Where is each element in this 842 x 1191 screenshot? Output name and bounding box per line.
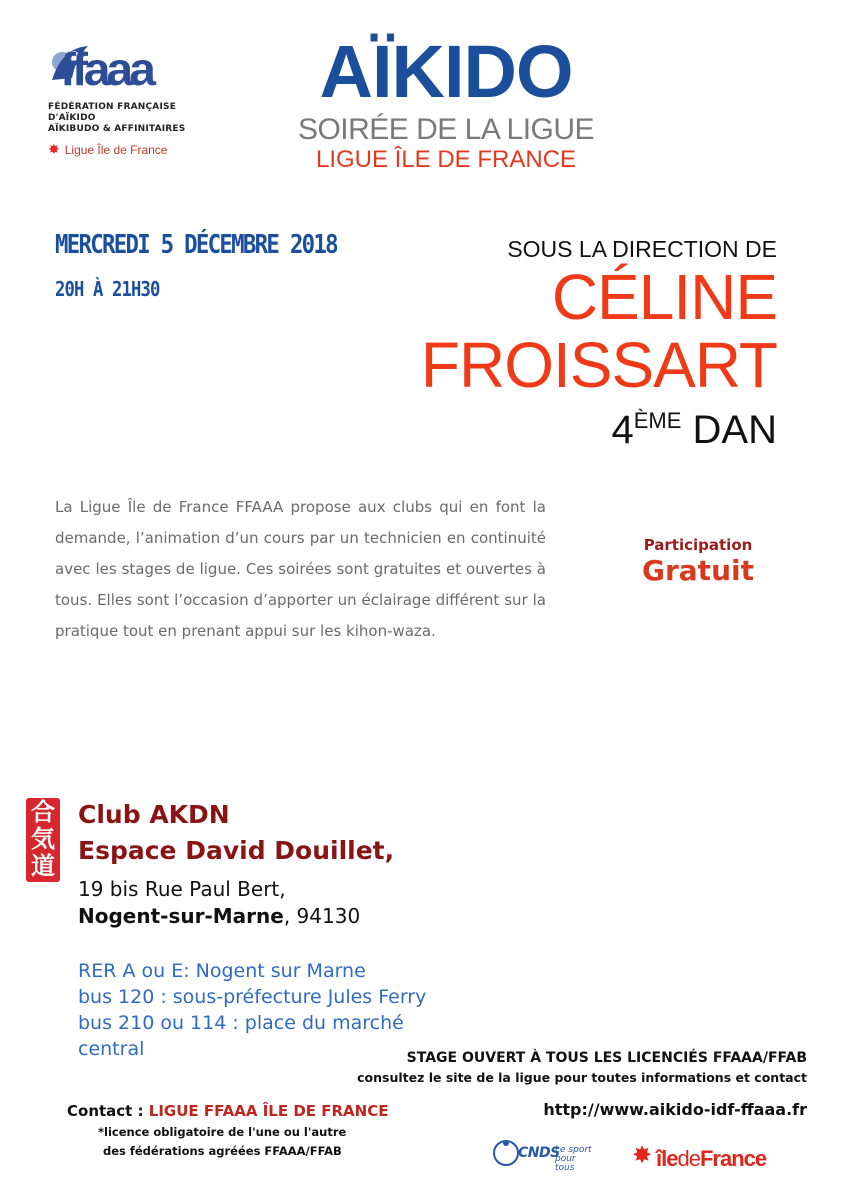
licence-note-2: des fédérations agréées FFAAA/FFAB: [103, 1144, 342, 1158]
venue-city: [78, 903, 360, 929]
participation-label: Participation: [643, 536, 753, 554]
event-date: MERCREDI 5 DÉCEMBRE 2018: [55, 230, 337, 260]
transit-line: RER A ou E: Nogent sur Marne: [78, 960, 366, 982]
event-time: 20H À 21H30: [55, 277, 160, 301]
transit-line: central: [78, 1038, 145, 1060]
open-to-notice: STAGE OUVERT À TOUS LES LICENCIÉS FFAAA/FFAB: [406, 1050, 807, 1066]
venue-name: Espace David Douillet,: [78, 836, 395, 865]
grade-number: 4: [611, 408, 634, 452]
contact-value: LIGUE FFAAA ÎLE DE FRANCE: [148, 1102, 389, 1120]
kanji-char: 気: [31, 825, 55, 853]
aikido-kanji-seal: [26, 798, 60, 882]
star-icon: ✸: [48, 141, 60, 157]
venue-city-name: Nogent-sur-Marne: [78, 904, 284, 928]
idf-logo-part: de: [677, 1146, 700, 1171]
idf-star-icon: ✸: [632, 1141, 653, 1169]
participation-block: [598, 536, 798, 588]
page-subtitle: SOIRÉE DE LA LIGUE: [297, 113, 595, 146]
idf-logo: [656, 1146, 766, 1172]
teacher-last-name: FROISSART: [420, 329, 777, 401]
teacher-grade: [611, 398, 777, 453]
website-link[interactable]: http://www.aikido-idf-ffaaa.fr: [543, 1100, 807, 1119]
contact-line: [67, 1102, 388, 1120]
event-description: La Ligue Île de France FFAAA propose aux clubs qui en font la demande, l’animation d’un cours par un technicien en continuité avec les stages de ligue. Ces soirées sont gratuites et ouvertes à tous. Elles sont l’occasion d’apporter un éclairage différent sur la pratique tout en prenant appui sur les kihon-waza.: [55, 498, 546, 640]
logo-wordmark: ffaaa: [60, 43, 152, 95]
page-subtitle-ligue: LIGUE ÎLE DE FRANCE: [315, 146, 577, 173]
grade-suffix: ÈME: [633, 408, 682, 433]
transit-line: bus 120 : sous-préfecture Jules Ferry: [78, 986, 427, 1008]
venue-postcode: , 94130: [283, 904, 361, 928]
federation-line-1: FÉDÉRATION FRANÇAISE D'AÏKIDO: [48, 102, 177, 123]
ligue-badge-label: Ligue Île de France: [64, 143, 168, 157]
federation-line-2: AÏKIBUDO & AFFINITAIRES: [48, 124, 186, 134]
teacher-first-name: CÉLINE: [551, 261, 777, 333]
page-title: AÏKIDO: [319, 30, 573, 113]
kanji-char: 道: [31, 852, 55, 880]
transit-line: bus 210 ou 114 : place du marché: [78, 1012, 404, 1034]
contact-label: Contact :: [67, 1102, 149, 1120]
grade-label: DAN: [692, 408, 777, 452]
direction-label: SOUS LA DIRECTION DE: [507, 236, 777, 262]
licence-note-1: *licence obligatoire de l'une ou l'autre: [98, 1125, 347, 1139]
venue-street: 19 bis Rue Paul Bert,: [78, 877, 286, 901]
kanji-char: 合: [31, 798, 55, 826]
participation-value: Gratuit: [642, 554, 754, 587]
idf-logo-part: île: [656, 1146, 678, 1171]
cnds-logo: CNDS: [518, 1145, 560, 1161]
consult-notice: consultez le site de la ligue pour toutes informations et contact: [357, 1070, 807, 1085]
cnds-tagline: Le sport pour tous: [555, 1145, 592, 1173]
club-name: Club AKDN: [78, 800, 230, 829]
idf-logo-part: France: [699, 1146, 767, 1171]
